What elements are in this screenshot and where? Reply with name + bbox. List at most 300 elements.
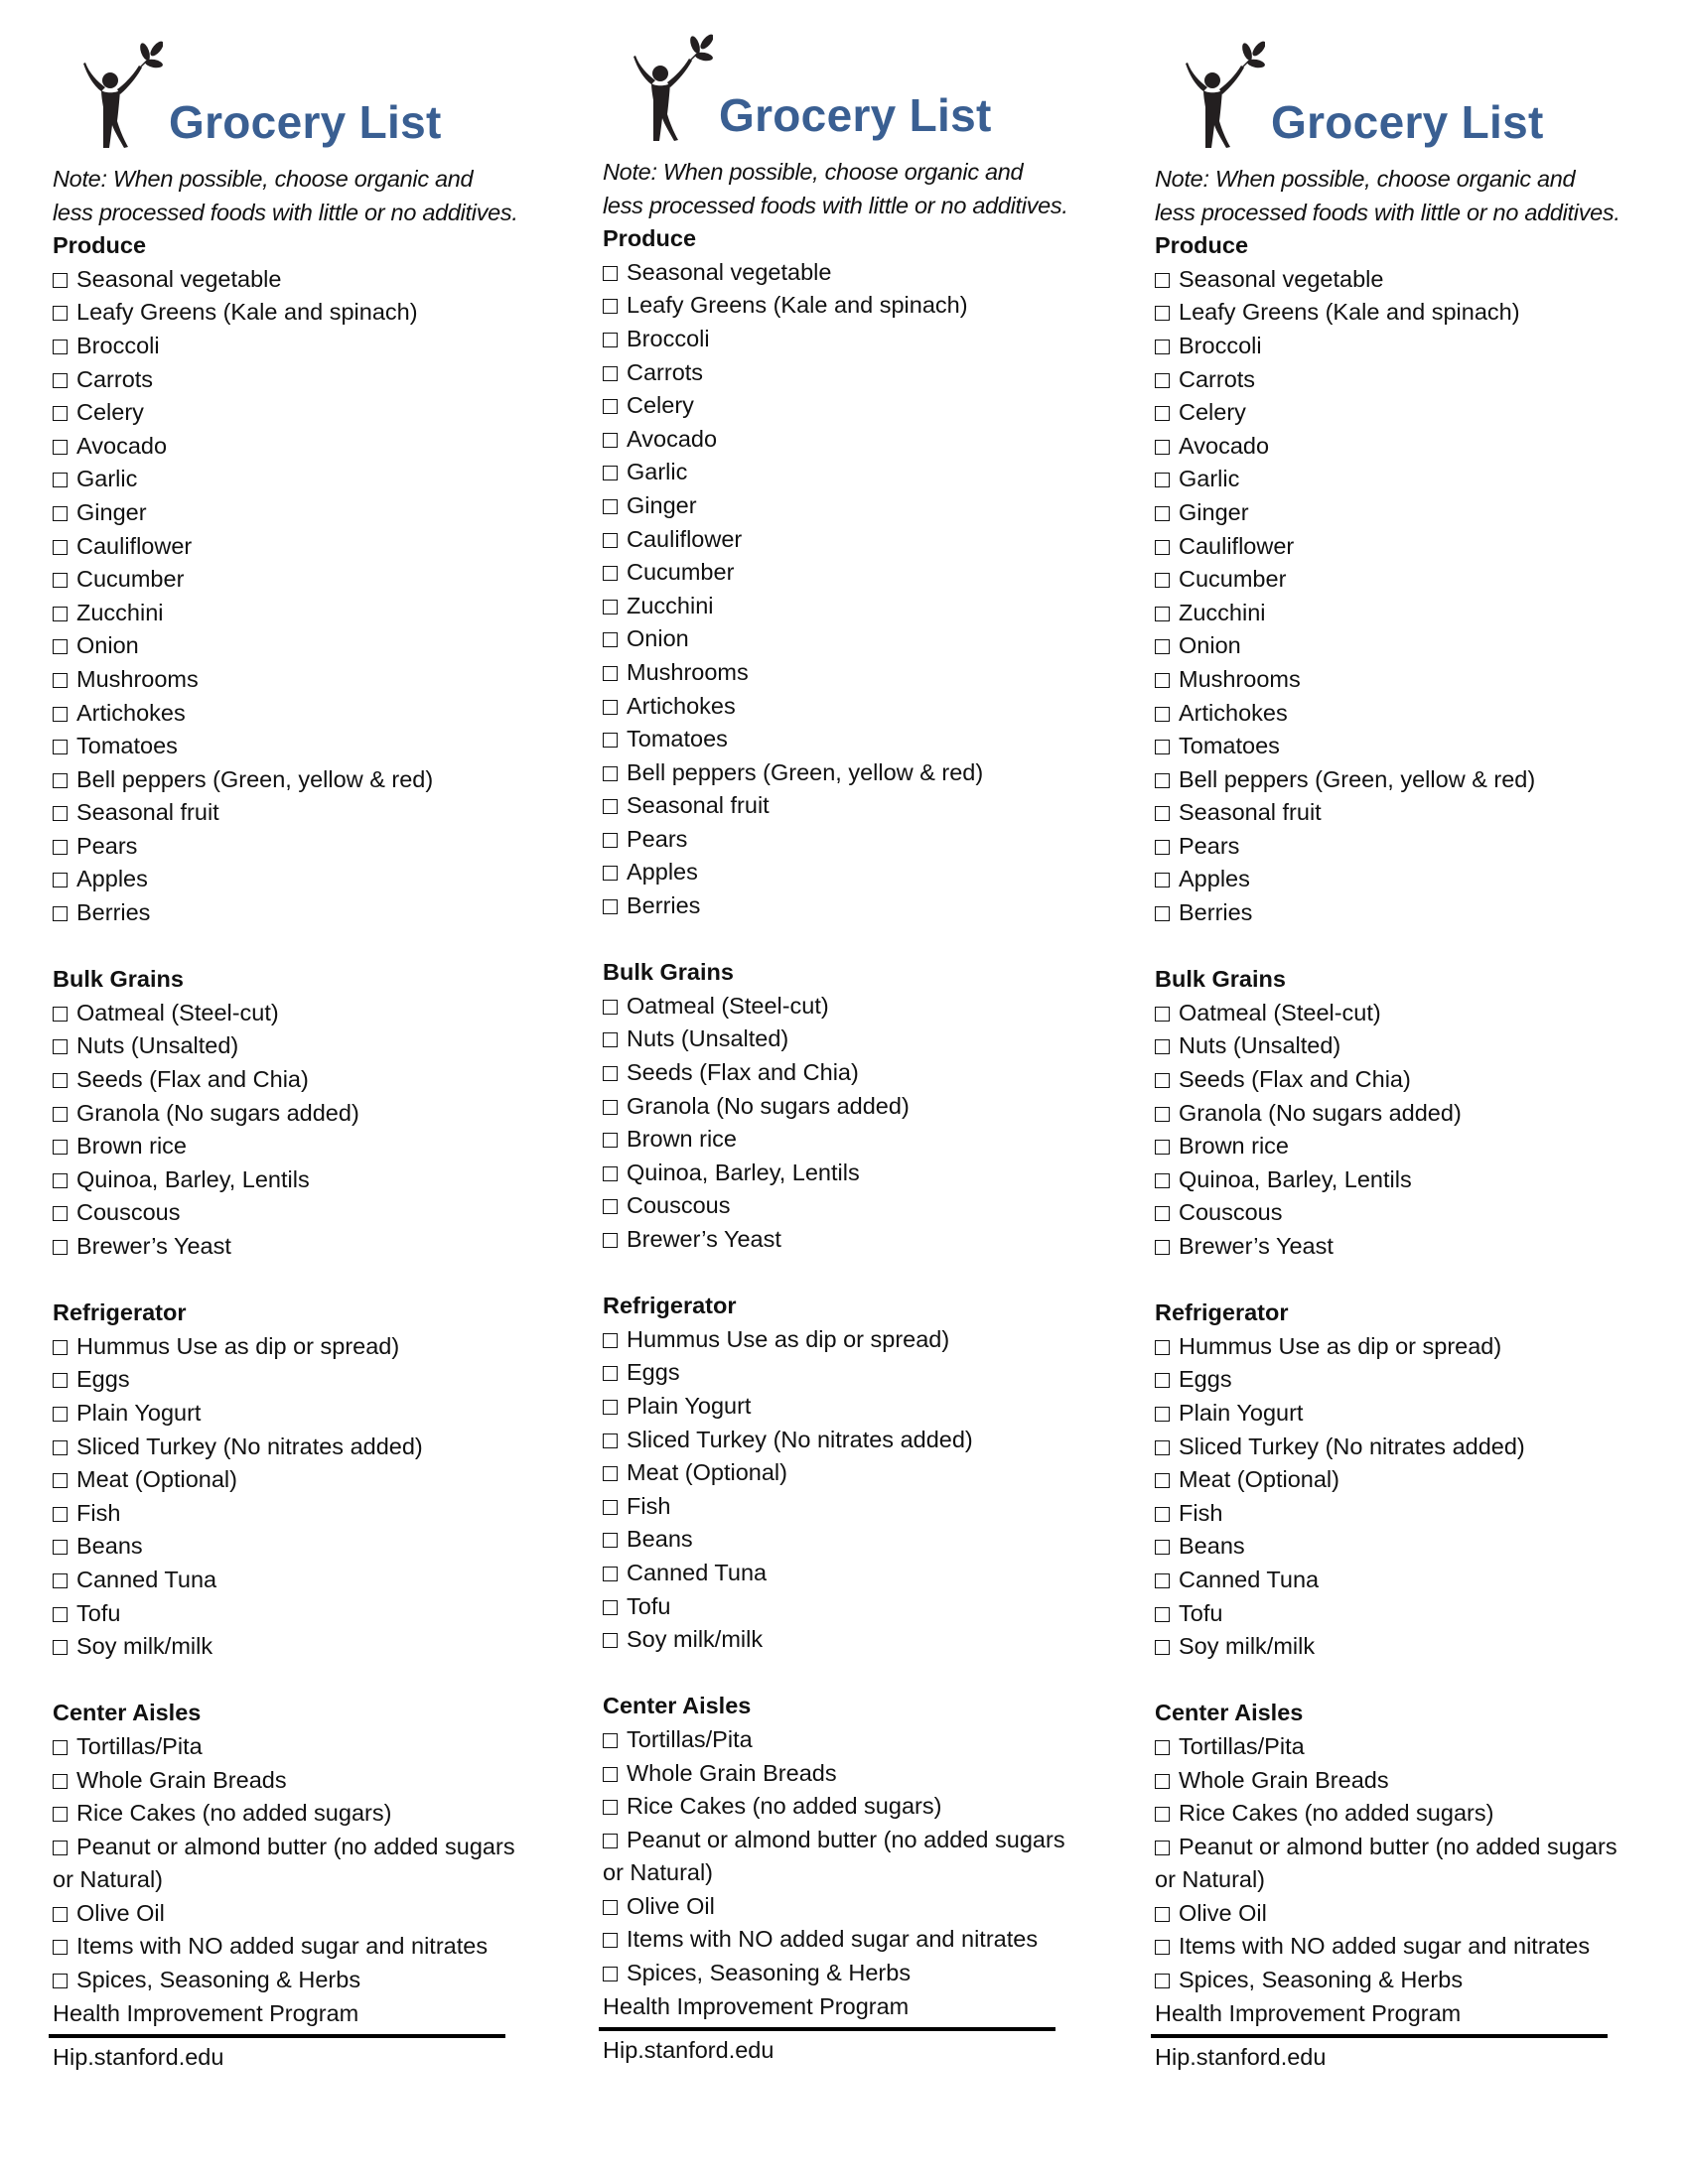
- list-item: [53, 997, 519, 1030]
- item-label: Rice Cakes (no added sugars): [76, 1800, 392, 1827]
- list-item: [53, 463, 519, 496]
- item-label: Ginger: [76, 498, 147, 525]
- checkbox-icon[interactable]: [53, 906, 68, 921]
- item-label: Pears: [1179, 832, 1240, 859]
- checkbox-icon[interactable]: [1155, 1240, 1170, 1255]
- section-center-aisles: [603, 1690, 1069, 1989]
- checkbox-icon[interactable]: [603, 1500, 618, 1515]
- item-label: Eggs: [76, 1366, 130, 1393]
- list-item: [1155, 863, 1621, 896]
- list-item: [53, 1397, 519, 1431]
- list-item: [1155, 1130, 1621, 1163]
- item-label: Avocado: [627, 425, 718, 452]
- list-item: [1155, 663, 1621, 697]
- item-label: Peanut or almond butter (no added sugars or Natural): [603, 1826, 1065, 1886]
- checkbox-icon[interactable]: [53, 1740, 68, 1755]
- footer-divider: [1151, 2034, 1608, 2038]
- checkbox-icon[interactable]: [603, 1733, 618, 1748]
- item-label: Celery: [1179, 399, 1246, 426]
- item-label: Cucumber: [1179, 566, 1287, 593]
- checkbox-icon[interactable]: [603, 733, 618, 748]
- list-item: [53, 496, 519, 530]
- list-item: [1155, 763, 1621, 797]
- checkbox-icon[interactable]: [1155, 440, 1170, 455]
- list-item: [53, 1764, 519, 1798]
- list-item: [603, 1523, 1069, 1557]
- checkbox-icon[interactable]: [1155, 306, 1170, 321]
- list-item: [53, 530, 519, 564]
- checkbox-icon[interactable]: [1155, 707, 1170, 722]
- checkbox-icon[interactable]: [603, 833, 618, 848]
- checkbox-icon[interactable]: [603, 866, 618, 881]
- checkbox-icon[interactable]: [603, 1466, 618, 1481]
- checkbox-icon[interactable]: [603, 1800, 618, 1815]
- checkbox-icon[interactable]: [603, 1000, 618, 1015]
- list-item: [603, 1923, 1069, 1957]
- item-list: [1155, 263, 1621, 930]
- list-item: [1155, 1831, 1621, 1897]
- checkbox-icon[interactable]: [53, 473, 68, 487]
- item-label: Apples: [1179, 866, 1250, 892]
- checkbox-icon[interactable]: [53, 1373, 68, 1388]
- list-item: [603, 1590, 1069, 1624]
- checkbox-icon[interactable]: [1155, 1340, 1170, 1355]
- section-refrigerator: [603, 1290, 1069, 1657]
- item-label: Canned Tuna: [76, 1566, 217, 1592]
- list-item: [53, 663, 519, 697]
- checkbox-icon[interactable]: [603, 466, 618, 480]
- checkbox-icon[interactable]: [1155, 1140, 1170, 1155]
- item-label: Seeds (Flax and Chia): [76, 1066, 309, 1093]
- checkbox-icon[interactable]: [53, 1107, 68, 1122]
- website-link[interactable]: Hip.stanford.edu: [53, 2044, 224, 2071]
- checkbox-icon[interactable]: [53, 1340, 68, 1355]
- checkbox-icon[interactable]: [53, 1540, 68, 1555]
- checkbox-icon[interactable]: [1155, 1206, 1170, 1221]
- checkbox-icon[interactable]: [603, 1834, 618, 1848]
- list-item: [603, 356, 1069, 390]
- program-name: Health Improvement Program: [53, 1999, 359, 2026]
- checkbox-icon[interactable]: [1155, 1640, 1170, 1655]
- checkbox-icon[interactable]: [1155, 906, 1170, 921]
- item-label: Items with NO added sugar and nitrates: [76, 1933, 489, 1960]
- list-item: [53, 1097, 519, 1131]
- checkbox-icon[interactable]: [53, 540, 68, 555]
- item-label: Seeds (Flax and Chia): [627, 1059, 859, 1086]
- item-label: Granola (No sugars added): [627, 1092, 910, 1119]
- list-body: [603, 156, 1069, 2068]
- checkbox-icon[interactable]: [1155, 273, 1170, 288]
- checkbox-icon[interactable]: [53, 1573, 68, 1588]
- item-label: Canned Tuna: [1179, 1566, 1320, 1592]
- item-label: Rice Cakes (no added sugars): [627, 1793, 942, 1820]
- checkbox-icon[interactable]: [53, 639, 68, 654]
- section-bulk-grains: [53, 963, 519, 1263]
- list-item: [53, 1930, 519, 1964]
- checkbox-icon[interactable]: [1155, 1440, 1170, 1455]
- item-label: Seasonal vegetable: [1179, 265, 1384, 292]
- checkbox-icon[interactable]: [1155, 1107, 1170, 1122]
- item-label: Broccoli: [76, 332, 160, 358]
- checkbox-icon[interactable]: [53, 1974, 68, 1988]
- section-bulk-grains: [1155, 963, 1621, 1263]
- checkbox-icon[interactable]: [603, 766, 618, 781]
- checkbox-icon[interactable]: [603, 1066, 618, 1081]
- checkbox-icon[interactable]: [1155, 573, 1170, 588]
- checkbox-icon[interactable]: [53, 773, 68, 788]
- checkbox-icon[interactable]: [53, 1407, 68, 1422]
- list-item: [53, 330, 519, 363]
- list-item: [53, 1130, 519, 1163]
- item-list: [53, 1730, 519, 1997]
- list-item: [53, 363, 519, 397]
- checkbox-icon[interactable]: [53, 1073, 68, 1088]
- checkbox-icon[interactable]: [1155, 1974, 1170, 1988]
- item-list: [53, 263, 519, 930]
- checkbox-icon[interactable]: [53, 406, 68, 421]
- checkbox-icon[interactable]: [1155, 607, 1170, 621]
- sections: [603, 222, 1069, 1989]
- checkbox-icon[interactable]: [53, 1507, 68, 1522]
- checkbox-icon[interactable]: [603, 799, 618, 814]
- section-heading: Bulk Grains: [1155, 966, 1286, 993]
- checkbox-icon[interactable]: [1155, 840, 1170, 855]
- item-label: Plain Yogurt: [627, 1392, 752, 1419]
- checkbox-icon[interactable]: [1155, 740, 1170, 754]
- checkbox-icon[interactable]: [603, 433, 618, 448]
- checkbox-icon[interactable]: [603, 266, 618, 281]
- checkbox-icon[interactable]: [1155, 1507, 1170, 1522]
- list-item: [603, 889, 1069, 923]
- list-item: [53, 1230, 519, 1264]
- section-heading: Produce: [53, 232, 147, 259]
- section-produce: [53, 229, 519, 929]
- list-item: [53, 1730, 519, 1764]
- checkbox-icon[interactable]: [603, 632, 618, 647]
- item-label: Oatmeal (Steel-cut): [627, 992, 829, 1019]
- checkbox-icon[interactable]: [1155, 506, 1170, 521]
- checkbox-icon[interactable]: [603, 700, 618, 715]
- list-item: [1155, 1930, 1621, 1964]
- section-heading: Refrigerator: [1155, 1299, 1289, 1326]
- checkbox-icon[interactable]: [53, 1774, 68, 1789]
- list-item: [53, 1964, 519, 1997]
- item-label: Onion: [627, 625, 689, 652]
- checkbox-icon[interactable]: [603, 1233, 618, 1248]
- checkbox-icon[interactable]: [1155, 673, 1170, 688]
- checkbox-icon[interactable]: [53, 306, 68, 321]
- item-label: Whole Grain Breads: [76, 1766, 287, 1793]
- checkbox-icon[interactable]: [1155, 806, 1170, 821]
- list-item: [603, 590, 1069, 623]
- page-title: Grocery List: [719, 89, 992, 141]
- list-item: [603, 756, 1069, 790]
- note-text: Note: When possible, choose organic and less processed foods with little or no additives.: [53, 166, 518, 225]
- item-label: Zucchini: [1179, 599, 1266, 625]
- checkbox-icon[interactable]: [53, 1206, 68, 1221]
- list-body: [53, 163, 519, 2075]
- item-label: Broccoli: [627, 325, 710, 351]
- item-label: Bell peppers (Green, yellow & red): [627, 758, 984, 785]
- checkbox-icon[interactable]: [53, 1140, 68, 1155]
- item-label: Berries: [1179, 899, 1253, 926]
- item-list: [603, 256, 1069, 923]
- item-label: Berries: [76, 899, 151, 926]
- item-label: Brown rice: [1179, 1133, 1290, 1160]
- checkbox-icon[interactable]: [603, 1967, 618, 1981]
- item-list: [1155, 1330, 1621, 1664]
- checkbox-icon[interactable]: [1155, 873, 1170, 887]
- checkbox-icon[interactable]: [1155, 473, 1170, 487]
- list-item: [603, 1223, 1069, 1257]
- list-item: [1155, 997, 1621, 1030]
- checkbox-icon[interactable]: [53, 873, 68, 887]
- note-text: Note: When possible, choose organic and less processed foods with little or no additives.: [1155, 166, 1620, 225]
- checkbox-icon[interactable]: [1155, 1407, 1170, 1422]
- checkbox-icon[interactable]: [1155, 1473, 1170, 1488]
- checkbox-icon[interactable]: [53, 1039, 68, 1054]
- page-title: Grocery List: [169, 96, 442, 148]
- checkbox-icon[interactable]: [1155, 773, 1170, 788]
- checkbox-icon[interactable]: [53, 1841, 68, 1855]
- checkbox-icon[interactable]: [603, 1400, 618, 1415]
- item-label: Couscous: [1179, 1199, 1283, 1226]
- list-item: [53, 1330, 519, 1364]
- checkbox-icon[interactable]: [603, 1199, 618, 1214]
- checkbox-icon[interactable]: [1155, 1807, 1170, 1822]
- item-label: Nuts (Unsalted): [76, 1032, 239, 1059]
- item-label: Plain Yogurt: [76, 1399, 202, 1426]
- item-label: Couscous: [76, 1199, 181, 1226]
- checkbox-icon[interactable]: [603, 1933, 618, 1948]
- checkbox-icon[interactable]: [603, 366, 618, 381]
- item-label: Garlic: [76, 466, 138, 492]
- checkbox-icon[interactable]: [603, 1533, 618, 1548]
- checkbox-icon[interactable]: [603, 1166, 618, 1181]
- list-item: [53, 1831, 519, 1897]
- checkbox-icon[interactable]: [1155, 406, 1170, 421]
- checkbox-icon[interactable]: [1155, 1774, 1170, 1789]
- list-item: [1155, 1163, 1621, 1197]
- checkbox-icon[interactable]: [53, 506, 68, 521]
- list-item: [1155, 1497, 1621, 1531]
- list-item: [1155, 1463, 1621, 1497]
- list-item: [603, 389, 1069, 423]
- item-label: Leafy Greens (Kale and spinach): [1179, 299, 1520, 326]
- item-label: Tortillas/Pita: [76, 1732, 203, 1759]
- checkbox-icon[interactable]: [603, 499, 618, 514]
- checkbox-icon[interactable]: [1155, 1607, 1170, 1622]
- item-label: Soy milk/milk: [627, 1626, 764, 1653]
- item-label: Nuts (Unsalted): [627, 1025, 789, 1052]
- list-item: [603, 723, 1069, 756]
- checkbox-icon[interactable]: [53, 1440, 68, 1455]
- list-item: [53, 730, 519, 763]
- list-item: [1155, 730, 1621, 763]
- checkbox-icon[interactable]: [53, 1640, 68, 1655]
- item-label: Tofu: [76, 1599, 121, 1626]
- list-item: [1155, 1397, 1621, 1431]
- item-label: Whole Grain Breads: [627, 1759, 837, 1786]
- footer-divider: [49, 2034, 505, 2038]
- checkbox-icon[interactable]: [53, 1607, 68, 1622]
- footer-divider: [599, 2027, 1055, 2031]
- list-item: [603, 1056, 1069, 1090]
- checkbox-icon[interactable]: [1155, 373, 1170, 388]
- item-label: Mushrooms: [627, 658, 749, 685]
- list-item: [53, 830, 519, 864]
- list-item: [1155, 597, 1621, 630]
- list-item: [1155, 697, 1621, 731]
- item-label: Eggs: [627, 1359, 680, 1386]
- item-label: Hummus Use as dip or spread): [1179, 1332, 1502, 1359]
- section-heading: Refrigerator: [603, 1293, 737, 1319]
- list-item: [1155, 1797, 1621, 1831]
- item-label: Onion: [1179, 632, 1241, 659]
- list-item: [53, 563, 519, 597]
- item-label: Leafy Greens (Kale and spinach): [627, 292, 968, 319]
- checkbox-icon[interactable]: [53, 1907, 68, 1922]
- checkbox-icon[interactable]: [603, 1567, 618, 1581]
- section-produce: [603, 222, 1069, 922]
- checkbox-icon[interactable]: [603, 1433, 618, 1448]
- list-item: [603, 789, 1069, 823]
- checkbox-icon[interactable]: [53, 340, 68, 354]
- item-label: Seeds (Flax and Chia): [1179, 1066, 1411, 1093]
- checkbox-icon[interactable]: [53, 806, 68, 821]
- list-item: [603, 856, 1069, 889]
- list-item: [603, 1824, 1069, 1890]
- checkbox-icon[interactable]: [53, 273, 68, 288]
- checkbox-icon[interactable]: [53, 1807, 68, 1822]
- checkbox-icon[interactable]: [1155, 1573, 1170, 1588]
- person-holding-leaves-icon: [1182, 38, 1265, 149]
- checkbox-icon[interactable]: [603, 299, 618, 314]
- checkbox-icon[interactable]: [603, 1032, 618, 1047]
- section-center-aisles: [1155, 1697, 1621, 1996]
- checkbox-icon[interactable]: [603, 1366, 618, 1381]
- checkbox-icon[interactable]: [1155, 1173, 1170, 1188]
- item-label: Quinoa, Barley, Lentils: [1179, 1165, 1412, 1192]
- item-label: Garlic: [627, 459, 688, 485]
- checkbox-icon[interactable]: [53, 1940, 68, 1955]
- item-label: Tortillas/Pita: [1179, 1732, 1305, 1759]
- item-label: Apples: [627, 859, 698, 886]
- item-label: Tomatoes: [1179, 733, 1280, 759]
- checkbox-icon[interactable]: [53, 707, 68, 722]
- item-label: Olive Oil: [1179, 1899, 1267, 1926]
- checkbox-icon[interactable]: [53, 673, 68, 688]
- item-label: Brewer’s Yeast: [76, 1233, 231, 1259]
- list-item: [1155, 1597, 1621, 1631]
- checkbox-icon[interactable]: [603, 666, 618, 681]
- section-heading: Bulk Grains: [603, 959, 734, 986]
- section-refrigerator: [53, 1297, 519, 1664]
- section-heading: Center Aisles: [1155, 1700, 1304, 1726]
- checkbox-icon[interactable]: [53, 573, 68, 588]
- website-link[interactable]: Hip.stanford.edu: [1155, 2044, 1327, 2071]
- checkbox-icon[interactable]: [53, 607, 68, 621]
- list-item: [1155, 1196, 1621, 1230]
- item-label: Spices, Seasoning & Herbs: [1179, 1967, 1464, 1993]
- item-label: Spices, Seasoning & Herbs: [76, 1967, 361, 1993]
- checkbox-icon[interactable]: [53, 1007, 68, 1022]
- list-item: [603, 1890, 1069, 1924]
- item-label: Ginger: [1179, 498, 1249, 525]
- website-link[interactable]: Hip.stanford.edu: [603, 2037, 774, 2064]
- list-item: [1155, 430, 1621, 464]
- checkbox-icon[interactable]: [603, 1133, 618, 1148]
- checkbox-icon[interactable]: [53, 1173, 68, 1188]
- checkbox-icon[interactable]: [603, 899, 618, 914]
- checkbox-icon[interactable]: [1155, 1841, 1170, 1855]
- checkbox-icon[interactable]: [603, 1100, 618, 1115]
- checkbox-icon[interactable]: [53, 840, 68, 855]
- checkbox-icon[interactable]: [1155, 1373, 1170, 1388]
- checkbox-icon[interactable]: [603, 333, 618, 347]
- item-label: Seasonal fruit: [76, 799, 219, 826]
- list-item: [53, 763, 519, 797]
- item-label: Cucumber: [627, 559, 735, 586]
- checkbox-icon[interactable]: [1155, 1940, 1170, 1955]
- checkbox-icon[interactable]: [1155, 540, 1170, 555]
- checkbox-icon[interactable]: [603, 1600, 618, 1615]
- list-item: [1155, 1029, 1621, 1063]
- checkbox-icon[interactable]: [53, 440, 68, 455]
- list-item: [53, 863, 519, 896]
- list-item: [53, 597, 519, 630]
- checkbox-icon[interactable]: [1155, 1540, 1170, 1555]
- list-item: [53, 697, 519, 731]
- list-item: [603, 1323, 1069, 1357]
- list-item: [53, 396, 519, 430]
- item-label: Fish: [76, 1499, 121, 1526]
- section-produce: [1155, 229, 1621, 929]
- checkbox-icon[interactable]: [53, 740, 68, 754]
- checkbox-icon[interactable]: [603, 1767, 618, 1782]
- checkbox-icon[interactable]: [53, 1240, 68, 1255]
- item-label: Brown rice: [76, 1133, 188, 1160]
- checkbox-icon[interactable]: [1155, 639, 1170, 654]
- item-label: Tofu: [1179, 1599, 1223, 1626]
- section-heading: Produce: [1155, 232, 1249, 259]
- item-label: Beans: [1179, 1533, 1245, 1560]
- checkbox-icon[interactable]: [603, 600, 618, 614]
- list-item: [603, 1356, 1069, 1390]
- checkbox-icon[interactable]: [1155, 1039, 1170, 1054]
- checkbox-icon[interactable]: [603, 533, 618, 548]
- list-item: [1155, 1897, 1621, 1931]
- checkbox-icon[interactable]: [1155, 1740, 1170, 1755]
- program-name: Health Improvement Program: [603, 1992, 910, 2019]
- checkbox-icon[interactable]: [53, 373, 68, 388]
- item-label: Cucumber: [76, 566, 185, 593]
- checkbox-icon[interactable]: [603, 566, 618, 581]
- list-item: [603, 1090, 1069, 1124]
- checkbox-icon[interactable]: [1155, 1073, 1170, 1088]
- item-label: Beans: [627, 1526, 693, 1553]
- checkbox-icon[interactable]: [53, 1473, 68, 1488]
- checkbox-icon[interactable]: [603, 399, 618, 414]
- list-item: [1155, 296, 1621, 330]
- checkbox-icon[interactable]: [1155, 1907, 1170, 1922]
- item-label: Couscous: [627, 1192, 731, 1219]
- checkbox-icon[interactable]: [603, 1633, 618, 1648]
- checkbox-icon[interactable]: [603, 1333, 618, 1348]
- checkbox-icon[interactable]: [1155, 1007, 1170, 1022]
- checkbox-icon[interactable]: [603, 1900, 618, 1915]
- checkbox-icon[interactable]: [1155, 340, 1170, 354]
